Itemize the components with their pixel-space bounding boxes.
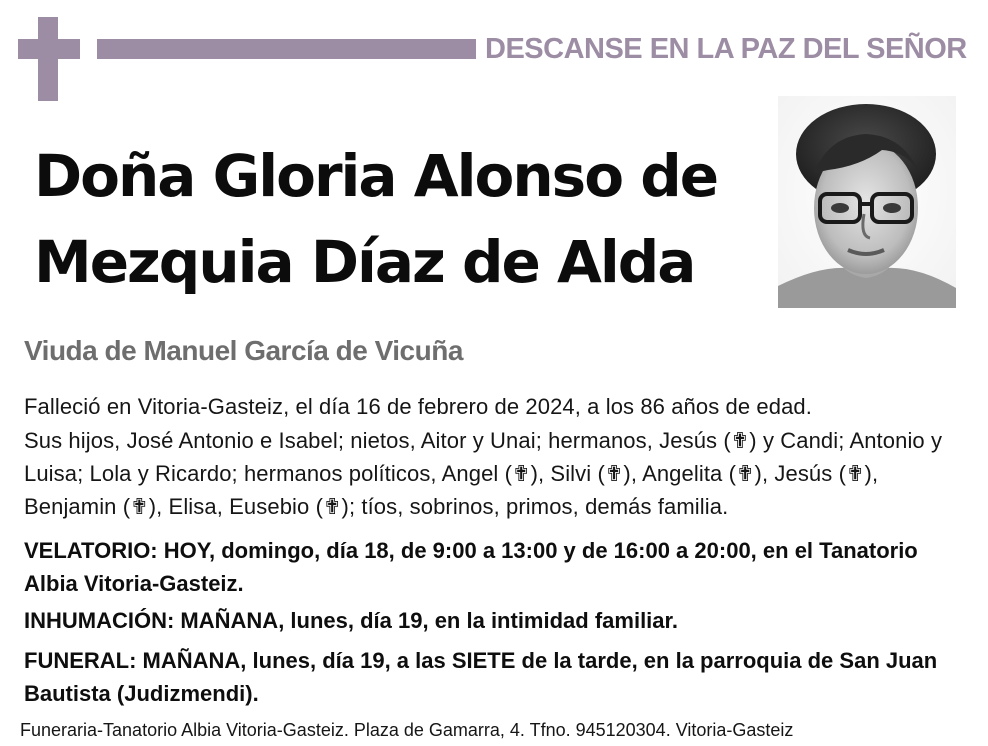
inhumacion-text: INHUMACIÓN: MAÑANA, lunes, día 19, en la intimidad familiar. [24, 608, 678, 633]
family-list-text: Sus hijos, José Antonio e Isabel; nietos, Aitor y Unai; hermanos, Jesús (✟) y Candi; Antonio y Luisa; Lola y Ricardo; hermanos políticos, Angel (✟), Silvi (✟), Angelita (✟), Jesús (✟), Benjamin (✟), Elisa, Eusebio (✟); tíos, sobrinos, primos, demás familia. [24, 428, 943, 519]
portrait-photo [778, 96, 956, 308]
portrait-image [778, 96, 956, 308]
deceased-name-line-2: Mezquia Díaz de Alda [34, 228, 695, 296]
deceased-name [34, 133, 794, 305]
widow-of-line: Viuda de Manuel García de Vicuña [24, 335, 463, 366]
velatorio-text: VELATORIO: HOY, domingo, día 18, de 9:00 a 13:00 y de 16:00 a 20:00, en el Tanatorio Albia Vitoria-Gasteiz. [24, 538, 918, 596]
death-notice-text: Falleció en Vitoria-Gasteiz, el día 16 de febrero de 2024, a los 86 años de edad. [24, 394, 812, 419]
cross-icon-vertical [38, 17, 58, 101]
deceased-name-line-1: Doña Gloria Alonso de [34, 142, 718, 210]
funeral-home-footer: Funeraria-Tanatorio Albia Vitoria-Gasteiz. Plaza de Gamarra, 4. Tfno. 945120304. Vitoria-Gasteiz [20, 720, 794, 740]
header-divider-bar [97, 39, 476, 59]
header-title: DESCANSE EN LA PAZ DEL SEÑOR [485, 33, 967, 65]
funeral-text: FUNERAL: MAÑANA, lunes, día 19, a las SIETE de la tarde, en la parroquia de San Juan Bautista (Judizmendi). [24, 648, 938, 706]
cross-icon-horizontal [18, 39, 80, 59]
